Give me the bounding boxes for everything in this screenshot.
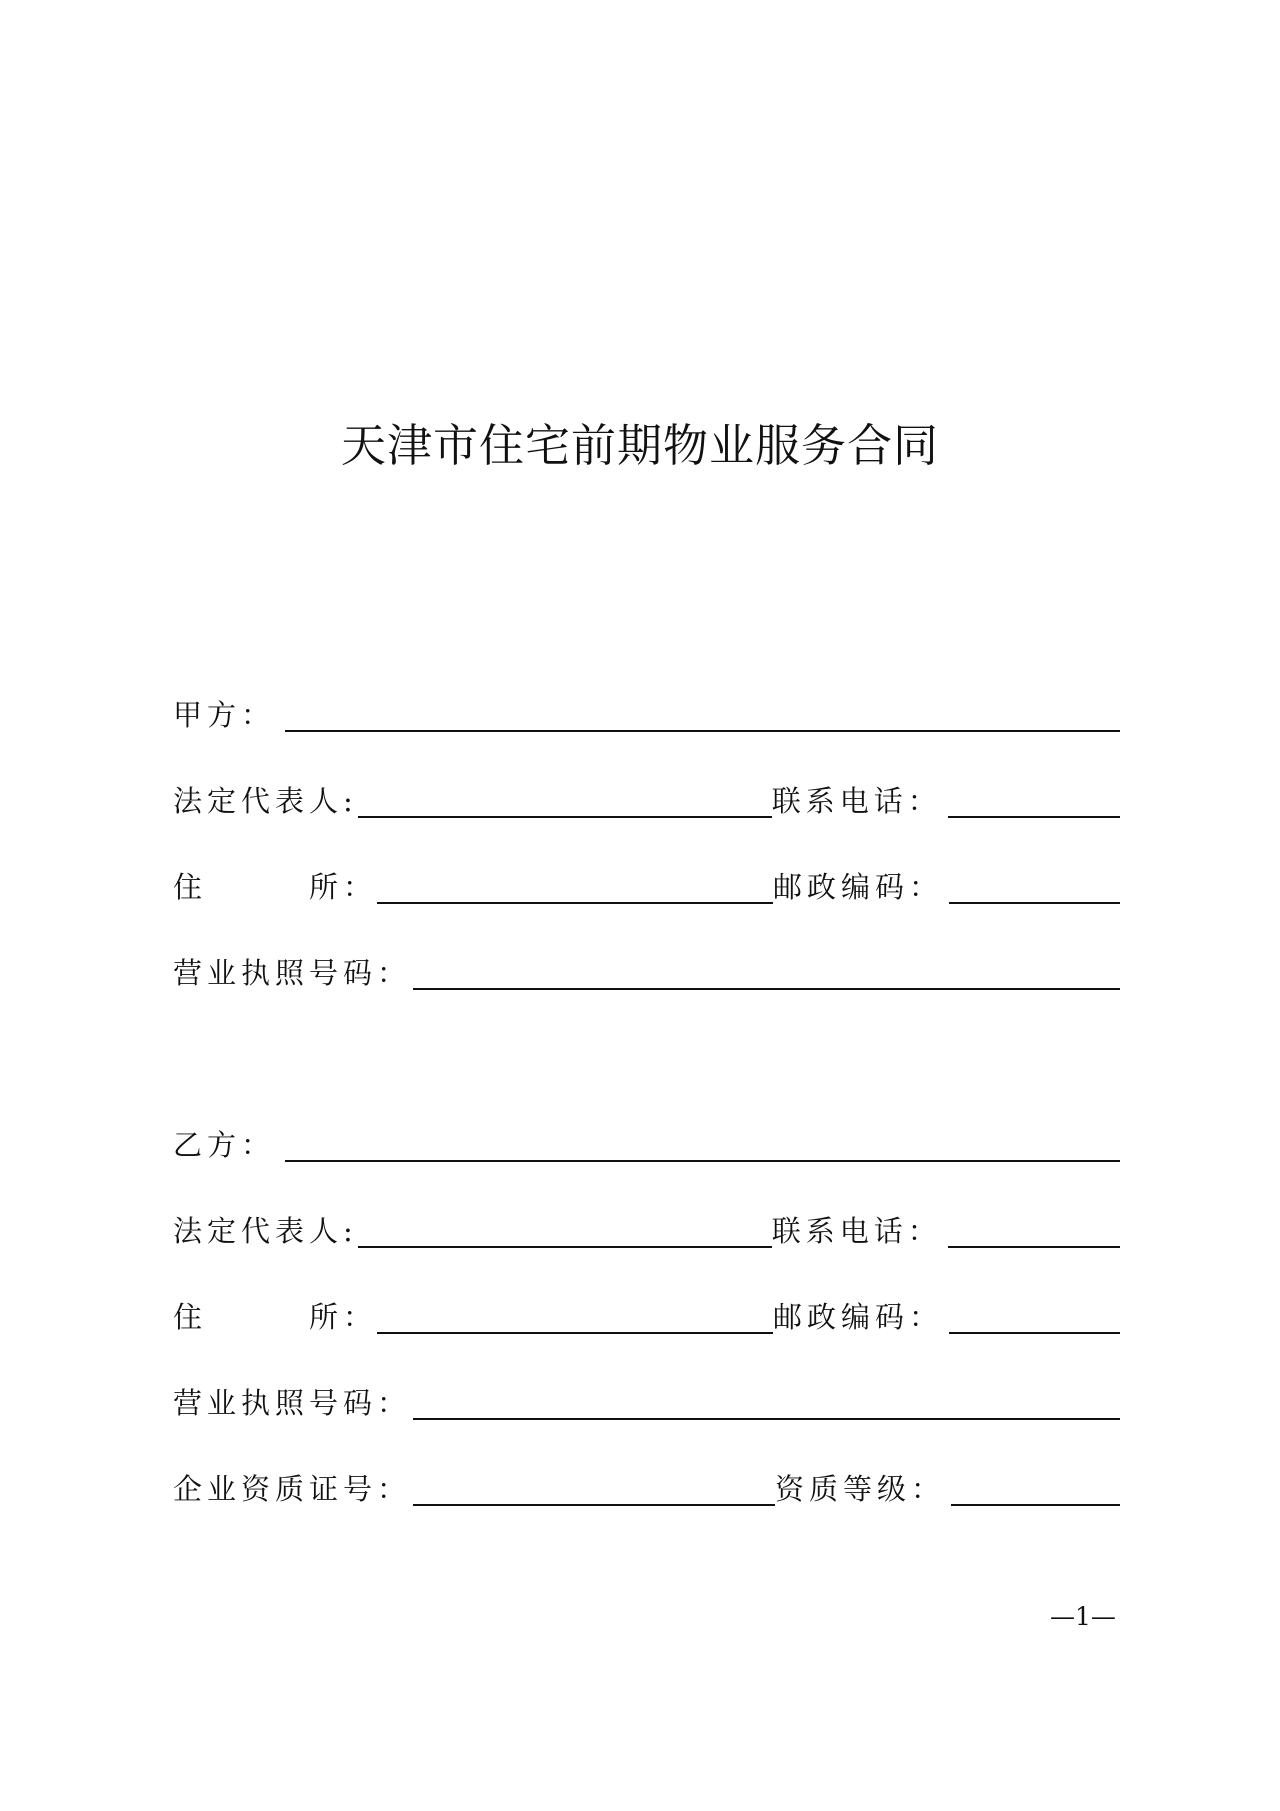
party-a-rep-label: 法定代表人: [173, 784, 358, 818]
party-a-address-row [173, 860, 1120, 906]
party-a-address-field[interactable] [377, 902, 773, 904]
party-b-address-label-1: 住 [173, 1300, 208, 1334]
party-b-grade-field[interactable] [951, 1504, 1120, 1506]
party-b-name-row [173, 1118, 1120, 1164]
party-b-rep-row [173, 1204, 1120, 1250]
party-a-rep-field[interactable] [358, 816, 772, 818]
party-b-grade-label: 资质等级： [775, 1472, 946, 1506]
party-a-name-row [173, 688, 1120, 734]
party-b-rep-label: 法定代表人: [173, 1214, 358, 1248]
party-b-license-row [173, 1376, 1120, 1422]
party-b-postcode-field[interactable] [949, 1332, 1120, 1334]
party-a-phone-label: 联系电话： [771, 784, 942, 818]
party-b-phone-label: 联系电话： [771, 1214, 942, 1248]
party-b-cert-field[interactable] [413, 1504, 775, 1506]
party-a-rep-row [173, 774, 1120, 820]
page-number: —1— [1050, 1602, 1116, 1631]
party-a-postcode-field[interactable] [949, 902, 1120, 904]
party-b-rep-field[interactable] [358, 1246, 772, 1248]
party-b-license-label: 营业执照号码： [173, 1386, 412, 1420]
party-b-name-field[interactable] [285, 1160, 1120, 1162]
party-b-address-row [173, 1290, 1120, 1336]
party-b-name-label: 乙方： [173, 1128, 276, 1162]
party-b-cert-label: 企业资质证号： [173, 1472, 412, 1506]
party-a-postcode-label: 邮政编码： [773, 870, 944, 904]
party-b-license-field[interactable] [413, 1418, 1120, 1420]
party-b-postcode-label: 邮政编码： [773, 1300, 944, 1334]
party-b-address-label-2: 所： [309, 1300, 378, 1334]
party-a-license-field[interactable] [413, 988, 1120, 990]
party-a-address-label-1: 住 [173, 870, 208, 904]
party-a-license-label: 营业执照号码： [173, 956, 412, 990]
party-a-name-label: 甲方： [173, 698, 276, 732]
party-a-phone-field[interactable] [948, 816, 1120, 818]
party-b-address-field[interactable] [377, 1332, 773, 1334]
party-b-cert-row [173, 1462, 1120, 1508]
party-a-license-row [173, 946, 1120, 992]
party-a-name-field[interactable] [285, 730, 1120, 732]
document-title: 天津市住宅前期物业服务合同 [340, 419, 939, 472]
party-a-address-label-2: 所： [309, 870, 378, 904]
party-b-phone-field[interactable] [948, 1246, 1120, 1248]
